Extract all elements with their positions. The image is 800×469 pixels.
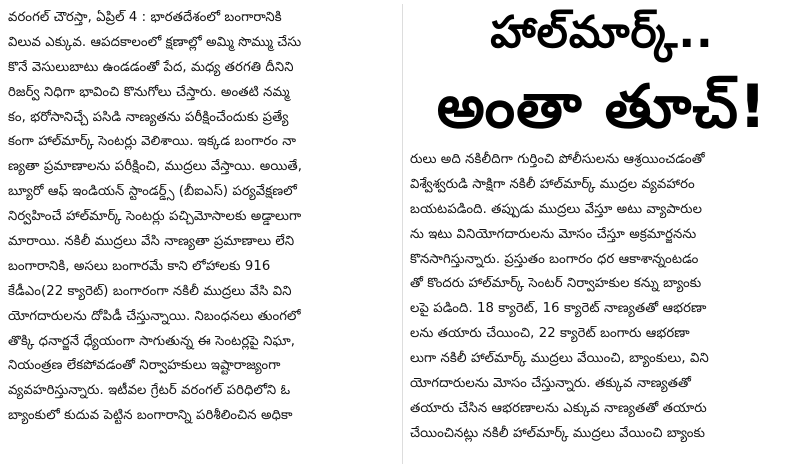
article-text-line: కంగా హాల్‌మార్క్ సెంటర్లు వెలిశాయి. ఇక్కడ బంగారం నా [8,134,297,150]
article-text-line: రిజర్వ్ నిధిగా భావించి కొనుగోలు చేస్తారు. అంతటి నమ్మ [8,84,290,100]
article-text-line: వరంగల్ చౌరస్తా, ఏప్రిల్ 4 : భారతదేశంలో బంగారానికి [8,10,282,25]
article-text-line: రులు అది నకిలీదిగా గుర్తించి పోలీసులను ఆశ్రయించడంతో [410,152,705,167]
column-divider [402,4,403,464]
article-text-line: ను ఇటు వినియోగదారులను మోసం చేస్తూ అక్రమార్జనను [410,226,697,242]
article-text-line: వ్యవహరిస్తున్నారు. ఇటీవల గ్రేటర్ వరంగల్ పరిధిలోని ఓ [8,383,291,399]
article-text-line: బయటపడింది. తప్పుడు ముద్రలు వేస్తూ అటు వ్యాపారుల [410,201,703,217]
article-text-line: విలువ ఎక్కువ. ఆపదకాలంలో క్షణాల్లో అమ్మి సొమ్ము చేసు [8,34,302,50]
article-text-line: కం, భరోసానిచ్చే పసిడి నాణ్యతను పరీక్షించేందుకు ప్రత్యే [8,109,289,125]
article-text-line: నియంత్రణ లేకపోవడంతో నిర్వాహకులు ఇష్టారాజ్యంగా [8,358,281,374]
article-text-line: యోగదారులను దోపిడీ చేస్తున్నాయి. నిబంధనలు తుంగలో [8,308,301,324]
article-text-line: బంగారానికి, అసలు బంగారమే కాని లోహాలకు 916 [8,258,271,274]
article-text-line: చేయించినట్లు నకిలీ హాల్‌మార్క్ ముద్రలు వేయించి బ్యాంకు [410,425,706,441]
article-text-line: లుగా నకిలీ హాల్‌మార్క్ ముద్రలు వేయించి, బ్యాంకులు, విని [410,351,709,367]
article-text-line: కేడీఎం(22 క్యారెట్) బంగారంగా నకిలీ ముద్రలు వేసి విని [8,283,292,299]
article-text-line: కొనే వెసులుబాటు ఉండడంతో పేద, మధ్య తరగతి దీనిని [8,59,294,75]
article-text-line: తొక్కి ధనార్జనే ధ్యేయంగా సాగుతున్న ఈ సెంటర్లపై నిఘా, [8,333,296,349]
article-text-line: తో కొందరు హాల్‌మార్క్ సెంటర్ నిర్వాహకుల కన్ను బ్యాంకు [410,276,702,292]
article-text-line: నిర్వహించే హాల్‌మార్క్ సెంటర్లు పచ్చిమోసాలకు అడ్డాలుగా [8,209,302,225]
article-text-line: లపై పడింది. 18 క్యారెట్, 16 క్యారెట్ నాణ్యతతో ఆభరణా [410,301,707,317]
article-text-line: బ్యూరో ఆఫ్ ఇండియన్ స్టాండర్డ్స్ (బీఐఎస్) పర్యవేక్షణలో [8,184,297,200]
headline-line-2: అంతా తూచ్‌! [436,72,768,142]
article-text-line: ణ్యతా ప్రమాణాలను పరీక్షించి, ముద్రలు వేస్తాయి. అయితే, [8,159,303,175]
article-text-line: కొనసాగిస్తున్నారు. ప్రస్తుతం బంగారం ధర ఆకాశాన్నంటడం [410,251,699,267]
article-text-line: తయారు చేసిన ఆభరణాలను ఎక్కువ నాణ్యతతో తయారు [410,400,707,416]
article-text-line: బ్యాంకులో కుదువ పెట్టిన బంగారాన్ని పరిశీలించిన అధికా [8,408,293,424]
article-right-column [410,148,794,447]
article-text-line: లను తయారు చేయించి, 22 క్యారెట్ బంగారు ఆభరణా [410,326,690,342]
article-left-column [8,6,396,429]
article-text-line: మారాయి. నకిలీ ముద్రలు వేసి నాణ్యతా ప్రమాణాలు లేని [8,234,295,250]
headline [408,0,796,146]
article-text-line: యోగదారులను మోసం చేస్తున్నారు. తక్కువ నాణ్యతతో [410,376,692,392]
article-text-line: విశ్వేశ్వరుడి సాక్షిగా నకిలీ హాల్‌మార్క్ ముద్రల వ్యవహారం [410,176,695,192]
headline-line-1: హాల్‌మార్క్‌.. [490,7,714,58]
